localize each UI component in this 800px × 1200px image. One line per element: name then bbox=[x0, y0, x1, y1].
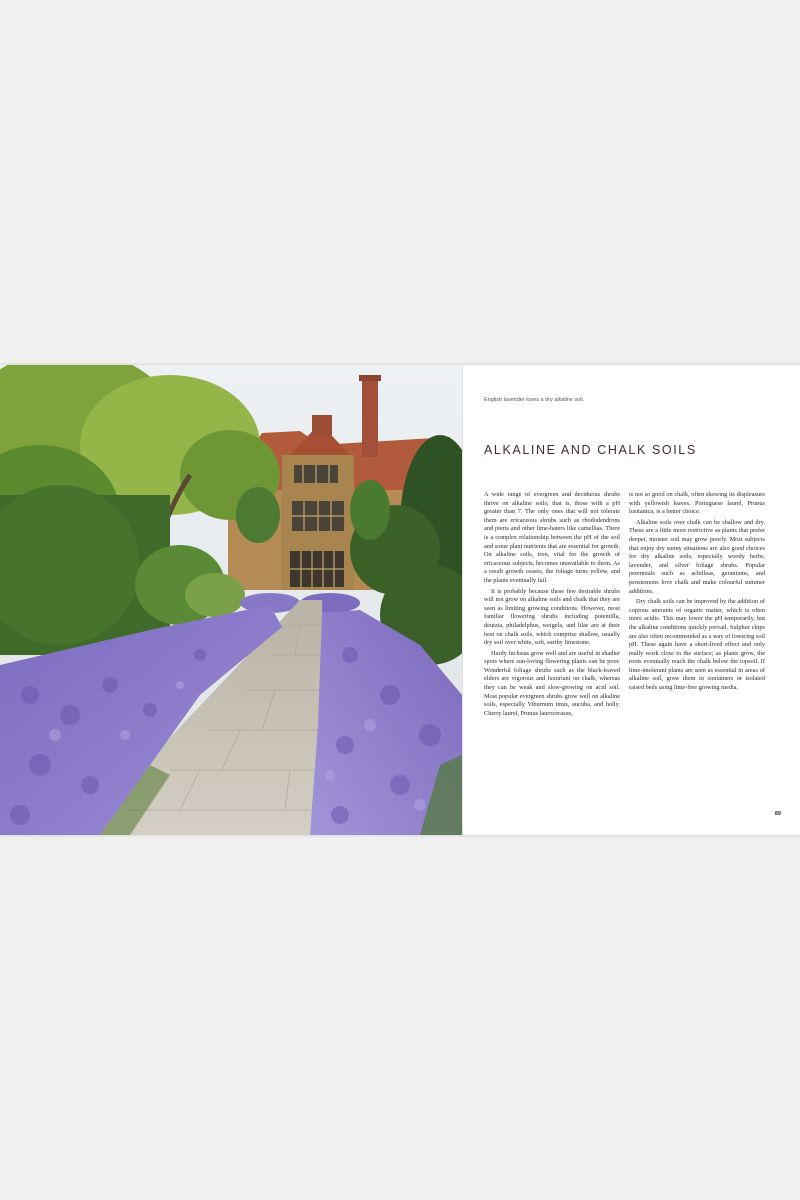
section-heading: ALKALINE AND CHALK SOILS bbox=[484, 443, 697, 457]
text-column-right bbox=[629, 491, 765, 695]
book-spread bbox=[0, 365, 800, 835]
paragraph: Hardy fuchsias grow well and are useful in shadier spots where sun-loving flowering plants can be poor. Wonderful foliage shrubs such as the black-leaved elders are vigorous and luxuriant on chalk, whereas they can be weak and slow-growing on acid soil. Most popular evergreen shrubs grow well on alkaline soils, especially Viburnum tinus, aucuba, and holly. Cherry laurel, Prunus laurocerasus, bbox=[484, 649, 620, 717]
paragraph: Alkaline soils over chalk can be shallow and dry. These are a little more restrictive as plants that prefer deeper, moister soil may grow poorly. Most subjects that enjoy dry sunny situations are also good choices for dry alkaline soils, especially woody herbs, lavender, and silver foliage shrubs. Popular perennials such as achilleas, geraniums, and penstemons love chalk and make colourful summer additions. bbox=[629, 518, 765, 595]
photo-caption: English lavender loves a dry alkaline soil. bbox=[484, 397, 585, 403]
paragraph: is not so good on chalk, often showing its displeasure with yellowish leaves. Portuguese laurel, Prunus lusitanica, is a better choice. bbox=[629, 491, 765, 516]
paragraph: A wide range of evergreen and deciduous shrubs thrive on alkaline soils; that is, those with a pH greater than 7. The only ones that will not tolerate them are ericaceous shrubs such as rhododendrons and pieris and other lime-haters like camellias. There is a complex relationship between the pH of the soil and some plant nutrients that are essential for growth. On alkaline soils, iron, vital for the growth of ericaceous subjects, becomes unavailable to them. As a result growth ceases, the foliage turns yellow, and the plants eventually fail. bbox=[484, 491, 620, 584]
text-column-left bbox=[484, 491, 620, 720]
garden-photo-icon bbox=[0, 365, 462, 835]
text-page bbox=[462, 365, 800, 835]
garden-photo bbox=[0, 365, 462, 835]
paragraph: It is probably because these few desirable shrubs will not grow on alkaline soils and chalk that they are seen as limiting growing conditions. However, most familiar flowering shrubs including potentilla, deutzia, philadelphus, weigela, and lilac are at their best on chalk soils, which comprise shallow, usually dry soil over white, soft, earthy limestone. bbox=[484, 587, 620, 647]
page-number: 89 bbox=[774, 811, 781, 817]
paragraph: Dry chalk soils can be improved by the addition of copious amounts of organic matter, which is often more acidic. This may lower the pH temporarily, but the alkaline conditions quickly prevail. Sulphur chips are also often recommended as a way of lowering soil pH. These again have a short-lived effect and only really work close to the surface; as plants grow, the roots eventually reach the chalk below the topsoil. If lime-intolerant plants are seen as essential in areas of alkaline soil, grow them in containers or isolated raised beds using lime-free growing media. bbox=[629, 598, 765, 692]
